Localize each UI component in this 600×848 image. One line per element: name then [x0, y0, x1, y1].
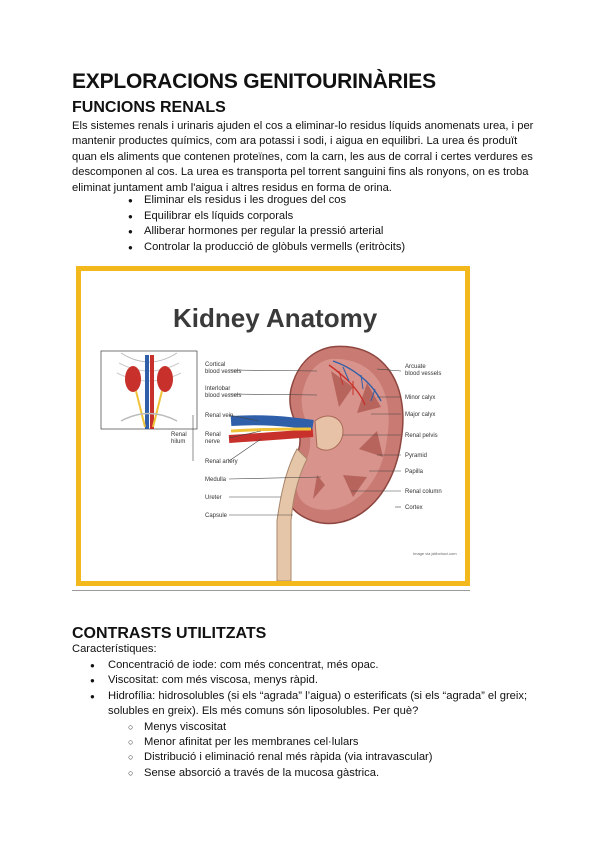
label-interlobar: Interlobar: [205, 386, 231, 392]
kidney-illustration: [229, 346, 403, 581]
bullet-list-contrasts: [88, 658, 534, 781]
label-cortical-vessels: blood vessels: [205, 369, 242, 375]
list-item: ● Controlar la producció de glòbuls vermells (eritròcits): [128, 240, 405, 256]
horizontal-divider: [72, 590, 470, 591]
list-item: ● Equilibrar els líquids corporals: [128, 209, 405, 225]
label-renal-hilum-2: hilum: [171, 439, 186, 445]
sub-list-item: ○ Distribució i eliminació renal més ràpida (via intravascular): [108, 750, 534, 765]
sub-list-item: ○ Sense absorció a través de la mucosa gàstrica.: [108, 766, 534, 781]
label-pyramid: Pyramid: [405, 453, 428, 459]
page-title: EXPLORACIONS GENITOURINÀRIES: [72, 70, 436, 93]
list-item: ● Eliminar els residus i les drogues del cos: [128, 193, 405, 209]
body-inset-image: [101, 351, 197, 429]
kidney-diagram: [81, 271, 465, 581]
paragraph-funcions: Els sistemes renals i urinaris ajuden el cos a eliminar-lo residus líquids anomenats urea, i per mantenir productes químics, com ara potassi i sodi, i aigua en equilibri. La urea és produït quan els aliments que contenen proteïnes, com la carn, les aus de corral i certes verdures es descomponen al cos. La urea es transporta pel torrent sanguini fins als ronyons, on es troba eliminat juntament amb l'aigua i altres residus en forma de orina.: [72, 120, 534, 194]
subheading-caracteristiques: Característiques:: [72, 643, 157, 655]
list-item: ● Alliberar hormones per regular la pressió arterial: [128, 224, 405, 240]
label-renal-hilum-1: Renal: [171, 432, 187, 438]
label-renal-nerve-2: nerve: [205, 439, 221, 445]
sub-list-item: ○ Menys viscositat: [108, 720, 534, 735]
label-renal-pelvis: Renal pelvis: [405, 433, 438, 439]
label-papilla: Papilla: [405, 469, 424, 475]
label-ureter: Ureter: [205, 495, 222, 501]
label-arcuate-vessels: blood vessels: [405, 371, 442, 377]
label-major-calyx: Major calyx: [405, 412, 436, 418]
list-item: ● Concentració de iode: com més concentrat, més opac.: [88, 658, 534, 673]
kidney-anatomy-figure: [76, 266, 470, 586]
list-item: [88, 689, 534, 781]
figure-title: Kidney Anatomy: [173, 303, 378, 333]
label-arcuate: Arcuate: [405, 364, 426, 370]
bullet-list-funcions: [128, 193, 405, 255]
image-credit: Image via jstibchoci.com: [413, 551, 457, 556]
label-medulla: Medulla: [205, 477, 227, 483]
label-renal-nerve-1: Renal: [205, 432, 221, 438]
label-capsule: Capsule: [205, 513, 228, 519]
sub-bullet-list: [108, 720, 534, 782]
list-item-text: Hidrofília: hidrosolubles (si els “agrada” l’aigua) o esterificats (si els “agrada” el greix; solubles en greix). Els més comuns són liposolubles. Per què?: [108, 689, 528, 718]
label-renal-artery: Renal artery: [205, 459, 238, 465]
label-cortex: Cortex: [405, 505, 423, 511]
section-heading-contrasts: CONTRASTS UTILITZATS: [72, 625, 267, 642]
label-renal-column: Renal column: [405, 489, 442, 495]
label-interlobar-vessels: blood vessels: [205, 393, 242, 399]
list-item: ● Viscositat: com més viscosa, menys ràpid.: [88, 673, 534, 688]
label-cortical: Cortical: [205, 362, 226, 368]
sub-list-item: ○ Menor afinitat per les membranes cel·lulars: [108, 735, 534, 750]
section-heading-funcions: FUNCIONS RENALS: [72, 99, 226, 116]
label-renal-vein: Renal vein: [205, 413, 234, 419]
label-minor-calyx: Minor calyx: [405, 395, 436, 401]
